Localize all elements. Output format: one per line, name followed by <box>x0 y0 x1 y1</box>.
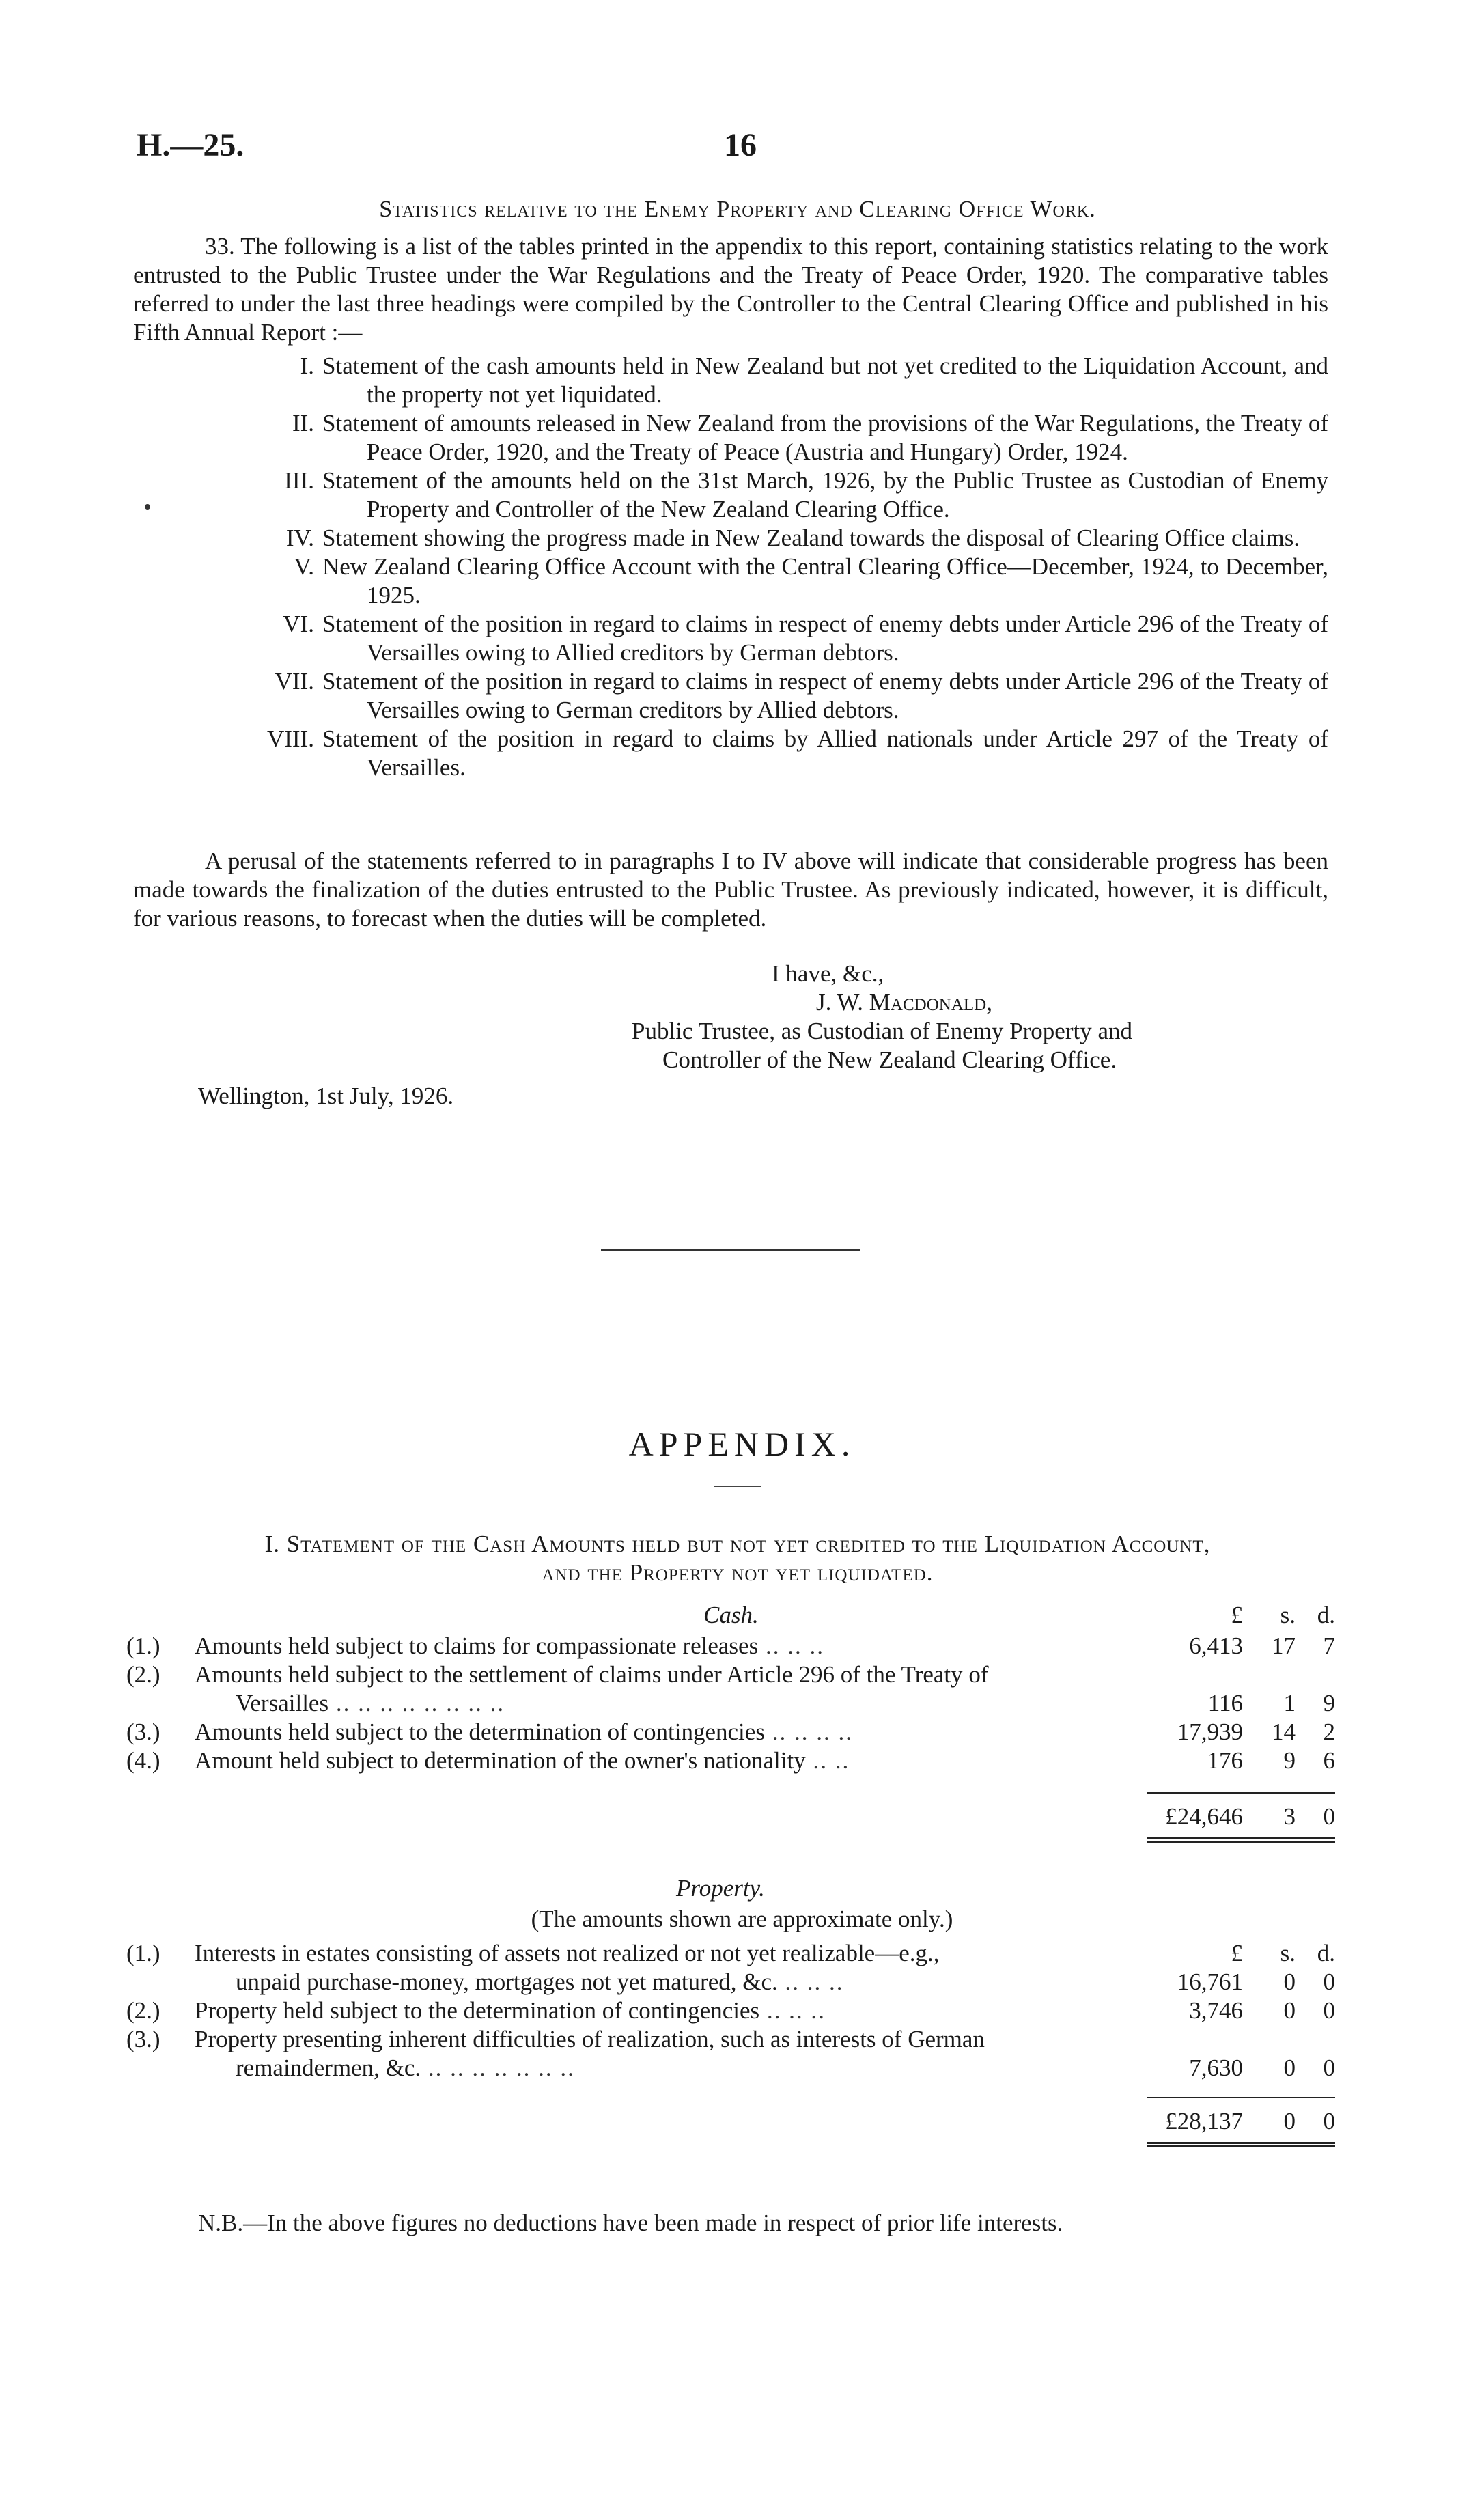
total-pounds: £28,137 <box>1165 2108 1243 2134</box>
list-item <box>133 610 1328 667</box>
row-text <box>195 1632 1280 1660</box>
list-item-text: Statement of the position in regard to claims in respect of enemy debts under Article 296 of the Treaty of Versailles owing to German creditors by Allied debtors. <box>322 668 1328 723</box>
row-label-continued: unpaid purchase-money, mortgages not yet matured, &c. <box>236 1968 778 1995</box>
appendix-divider <box>714 1486 761 1487</box>
col-pence: d. <box>1317 1602 1335 1628</box>
amount-pence: 0 <box>1323 2055 1335 2081</box>
list-item-text: Statement of the position in regard to claims in respect of enemy debts under Article 296 of the Treaty of Versailles owing to Allied creditors by German debtors. <box>322 611 1328 666</box>
list-item-text: Statement of the amounts held on the 31st March, 1926, by the Public Trustee as Custodian of Enemy Property and Controller of the New Zealand Clearing Office. <box>322 467 1328 523</box>
total-pounds: £24,646 <box>1165 1803 1243 1830</box>
amount-shillings: 0 <box>1283 2055 1296 2081</box>
amount-pounds: 16,761 <box>1177 1968 1243 1995</box>
amount-shillings: 9 <box>1283 1747 1296 1774</box>
row-label-continued: remaindermen, &c. <box>236 2055 421 2081</box>
total-double-rule <box>1147 2142 1335 2147</box>
list-item <box>133 352 1328 409</box>
signature-title-line2: Controller of the New Zealand Clearing Office. <box>662 1046 1117 1073</box>
perusal-paragraph: A perusal of the statements referred to in paragraphs I to IV above will indicate that considerable progress has been made towards the finalization of the duties entrusted to the Public Trustee. As previously indicated, however, it is difficult, for various reasons, to forecast when the duties will be completed. <box>133 848 1328 932</box>
list-item <box>133 725 1328 782</box>
row-leader: .. .. .. <box>759 1997 826 2024</box>
table-row-continuation <box>126 1690 1335 1718</box>
list-item <box>133 553 1328 610</box>
row-label: Property presenting inherent difficulties of realization, such as interests of German <box>195 2026 985 2052</box>
row-leader: .. .. .. .. .. .. .. .. <box>328 1690 505 1716</box>
intro-paragraph: 33. The following is a list of the tables printed in the appendix to this report, containing statistics relating to the work entrusted to the Public Trustee under the War Regulations and the Treaty of Peace Order, 1920. The comparative tables referred to under the last three headings were compiled by the Controller to the Central Clearing Office and published in his Fifth Annual Report :— <box>133 233 1328 346</box>
list-item-number: III. <box>284 467 314 494</box>
table-row <box>126 1632 1335 1661</box>
amount-shillings: 1 <box>1283 1690 1296 1716</box>
signature-title-line1: Public Trustee, as Custodian of Enemy Property and <box>632 1018 1133 1044</box>
amount-pence: 7 <box>1323 1632 1335 1659</box>
row-leader: .. .. .. .. .. .. .. <box>421 2055 575 2081</box>
col-shillings: s. <box>1280 1940 1296 1966</box>
appendix-title: APPENDIX. <box>628 1425 856 1463</box>
list-item-number: VIII. <box>267 725 314 752</box>
amount-shillings: 14 <box>1272 1718 1296 1745</box>
row-label-continued: Versailles <box>236 1690 329 1716</box>
row-number: (3.) <box>126 1718 160 1745</box>
amount-pounds: 3,746 <box>1189 1997 1243 2024</box>
col-pounds: £ <box>1231 1602 1243 1628</box>
row-label: Amounts held subject to the determination of contingencies <box>195 1718 765 1745</box>
subtotal-rule <box>1147 1792 1335 1794</box>
amount-pounds: 7,630 <box>1189 2055 1243 2081</box>
row-number: (2.) <box>126 1997 160 2024</box>
total-pence: 0 <box>1323 2108 1335 2134</box>
statement-title-line2: and the Property not yet liquidated. <box>542 1559 934 1586</box>
document-reference: H.—25. <box>137 127 244 163</box>
subtotal-rule <box>1147 2097 1335 2098</box>
list-item-text: New Zealand Clearing Office Account with the Central Clearing Office—December, 1924, to December, 1925. <box>322 553 1328 609</box>
amount-pounds: 17,939 <box>1177 1718 1243 1745</box>
list-item-number: V. <box>294 553 314 580</box>
row-leader: .. .. .. .. <box>764 1718 853 1745</box>
page-number: 16 <box>724 127 757 163</box>
list-item-text: Statement showing the progress made in New Zealand towards the disposal of Clearing Office claims. <box>322 525 1300 551</box>
row-text <box>195 1718 1280 1746</box>
row-label: Interests in estates consisting of assets not realized or not yet realizable—e.g., <box>195 1940 940 1966</box>
row-number: (4.) <box>126 1747 160 1774</box>
row-label: Amount held subject to determination of the owner's nationality <box>195 1747 806 1774</box>
statement-title-line1: I. Statement of the Cash Amounts held but not yet credited to the Liquidation Account, <box>264 1531 1211 1557</box>
list-item-text: Statement of amounts released in New Zealand from the provisions of the War Regulations, the Treaty of Peace Order, 1920, and the Treaty of Peace (Austria and Hungary) Order, 1924. <box>322 410 1328 465</box>
total-double-rule <box>1147 1837 1335 1843</box>
property-total-row <box>126 2108 1335 2136</box>
cash-column-headers <box>126 1602 1335 1630</box>
row-label: Amounts held subject to the settlement of claims under Article 296 of the Treaty of <box>195 1661 989 1688</box>
list-item <box>133 667 1328 725</box>
place-date: Wellington, 1st July, 1926. <box>198 1083 454 1109</box>
table-row <box>126 2026 1335 2055</box>
row-number: (1.) <box>126 1632 160 1659</box>
statement-title <box>137 1530 1339 1587</box>
table-row-continuation <box>126 1968 1335 1997</box>
col-pounds: £ <box>1231 1940 1243 1966</box>
row-leader: .. .. .. <box>758 1632 824 1659</box>
col-shillings: s. <box>1280 1602 1296 1628</box>
list-item-text: Statement of the position in regard to claims by Allied nationals under Article 297 of the Treaty of Versailles. <box>322 725 1328 781</box>
statistics-heading: Statistics relative to the Enemy Property and Clearing Office Work. <box>379 197 1096 222</box>
list-item <box>133 409 1328 466</box>
property-note: (The amounts shown are approximate only.) <box>531 1906 953 1932</box>
list-item <box>133 466 1328 524</box>
list-item <box>133 524 1328 553</box>
row-number: (3.) <box>126 2026 160 2052</box>
signature-salutation: I have, &c., <box>772 960 884 987</box>
property-heading: Property. <box>676 1875 765 1902</box>
list-item-number: I. <box>300 352 314 379</box>
row-number: (1.) <box>126 1940 160 1966</box>
signature-name: J. W. Macdonald, <box>816 989 992 1016</box>
list-item-number: IV. <box>285 525 314 551</box>
amount-pounds: 176 <box>1207 1747 1243 1774</box>
amount-pounds: 116 <box>1207 1690 1243 1716</box>
col-pence: d. <box>1317 1940 1335 1966</box>
amount-shillings: 0 <box>1283 1968 1296 1995</box>
list-item-number: VII. <box>275 668 314 695</box>
total-shillings: 0 <box>1283 2108 1296 2134</box>
amount-pence: 2 <box>1323 1718 1335 1745</box>
cash-heading: Cash. <box>703 1602 759 1628</box>
row-text <box>195 1997 1280 2024</box>
row-leader: .. .. <box>805 1747 850 1774</box>
amount-pence: 9 <box>1323 1690 1335 1716</box>
row-label: Amounts held subject to claims for compassionate releases <box>195 1632 759 1659</box>
table-row <box>126 1940 1335 1968</box>
cash-total-row <box>126 1803 1335 1832</box>
table-row-continuation <box>126 2055 1335 2083</box>
table-row <box>126 1661 1335 1690</box>
amount-pence: 0 <box>1323 1968 1335 1995</box>
amount-pence: 0 <box>1323 1997 1335 2024</box>
row-label: Property held subject to the determination of contingencies <box>195 1997 760 2024</box>
tables-list <box>133 352 1328 782</box>
page-header <box>137 126 1339 174</box>
list-item-number: VI. <box>283 611 314 637</box>
table-row <box>126 1747 1335 1776</box>
amount-pence: 6 <box>1323 1747 1335 1774</box>
table-row <box>126 1997 1335 2026</box>
total-pence: 0 <box>1323 1803 1335 1830</box>
section-divider <box>601 1249 860 1251</box>
row-leader: .. .. .. <box>777 1968 844 1995</box>
amount-shillings: 17 <box>1272 1632 1296 1659</box>
nb-note: N.B.—In the above figures no deductions have been made in respect of prior life interests. <box>198 2210 1063 2236</box>
amount-shillings: 0 <box>1283 1997 1296 2024</box>
row-text <box>195 1747 1280 1774</box>
list-item-text: Statement of the cash amounts held in New Zealand but not yet credited to the Liquidation Account, and the property not yet liquidated. <box>322 352 1328 408</box>
amount-pounds: 6,413 <box>1189 1632 1243 1659</box>
list-item-number: II. <box>292 410 314 436</box>
total-shillings: 3 <box>1283 1803 1296 1830</box>
row-number: (2.) <box>126 1661 160 1688</box>
table-row <box>126 1718 1335 1747</box>
